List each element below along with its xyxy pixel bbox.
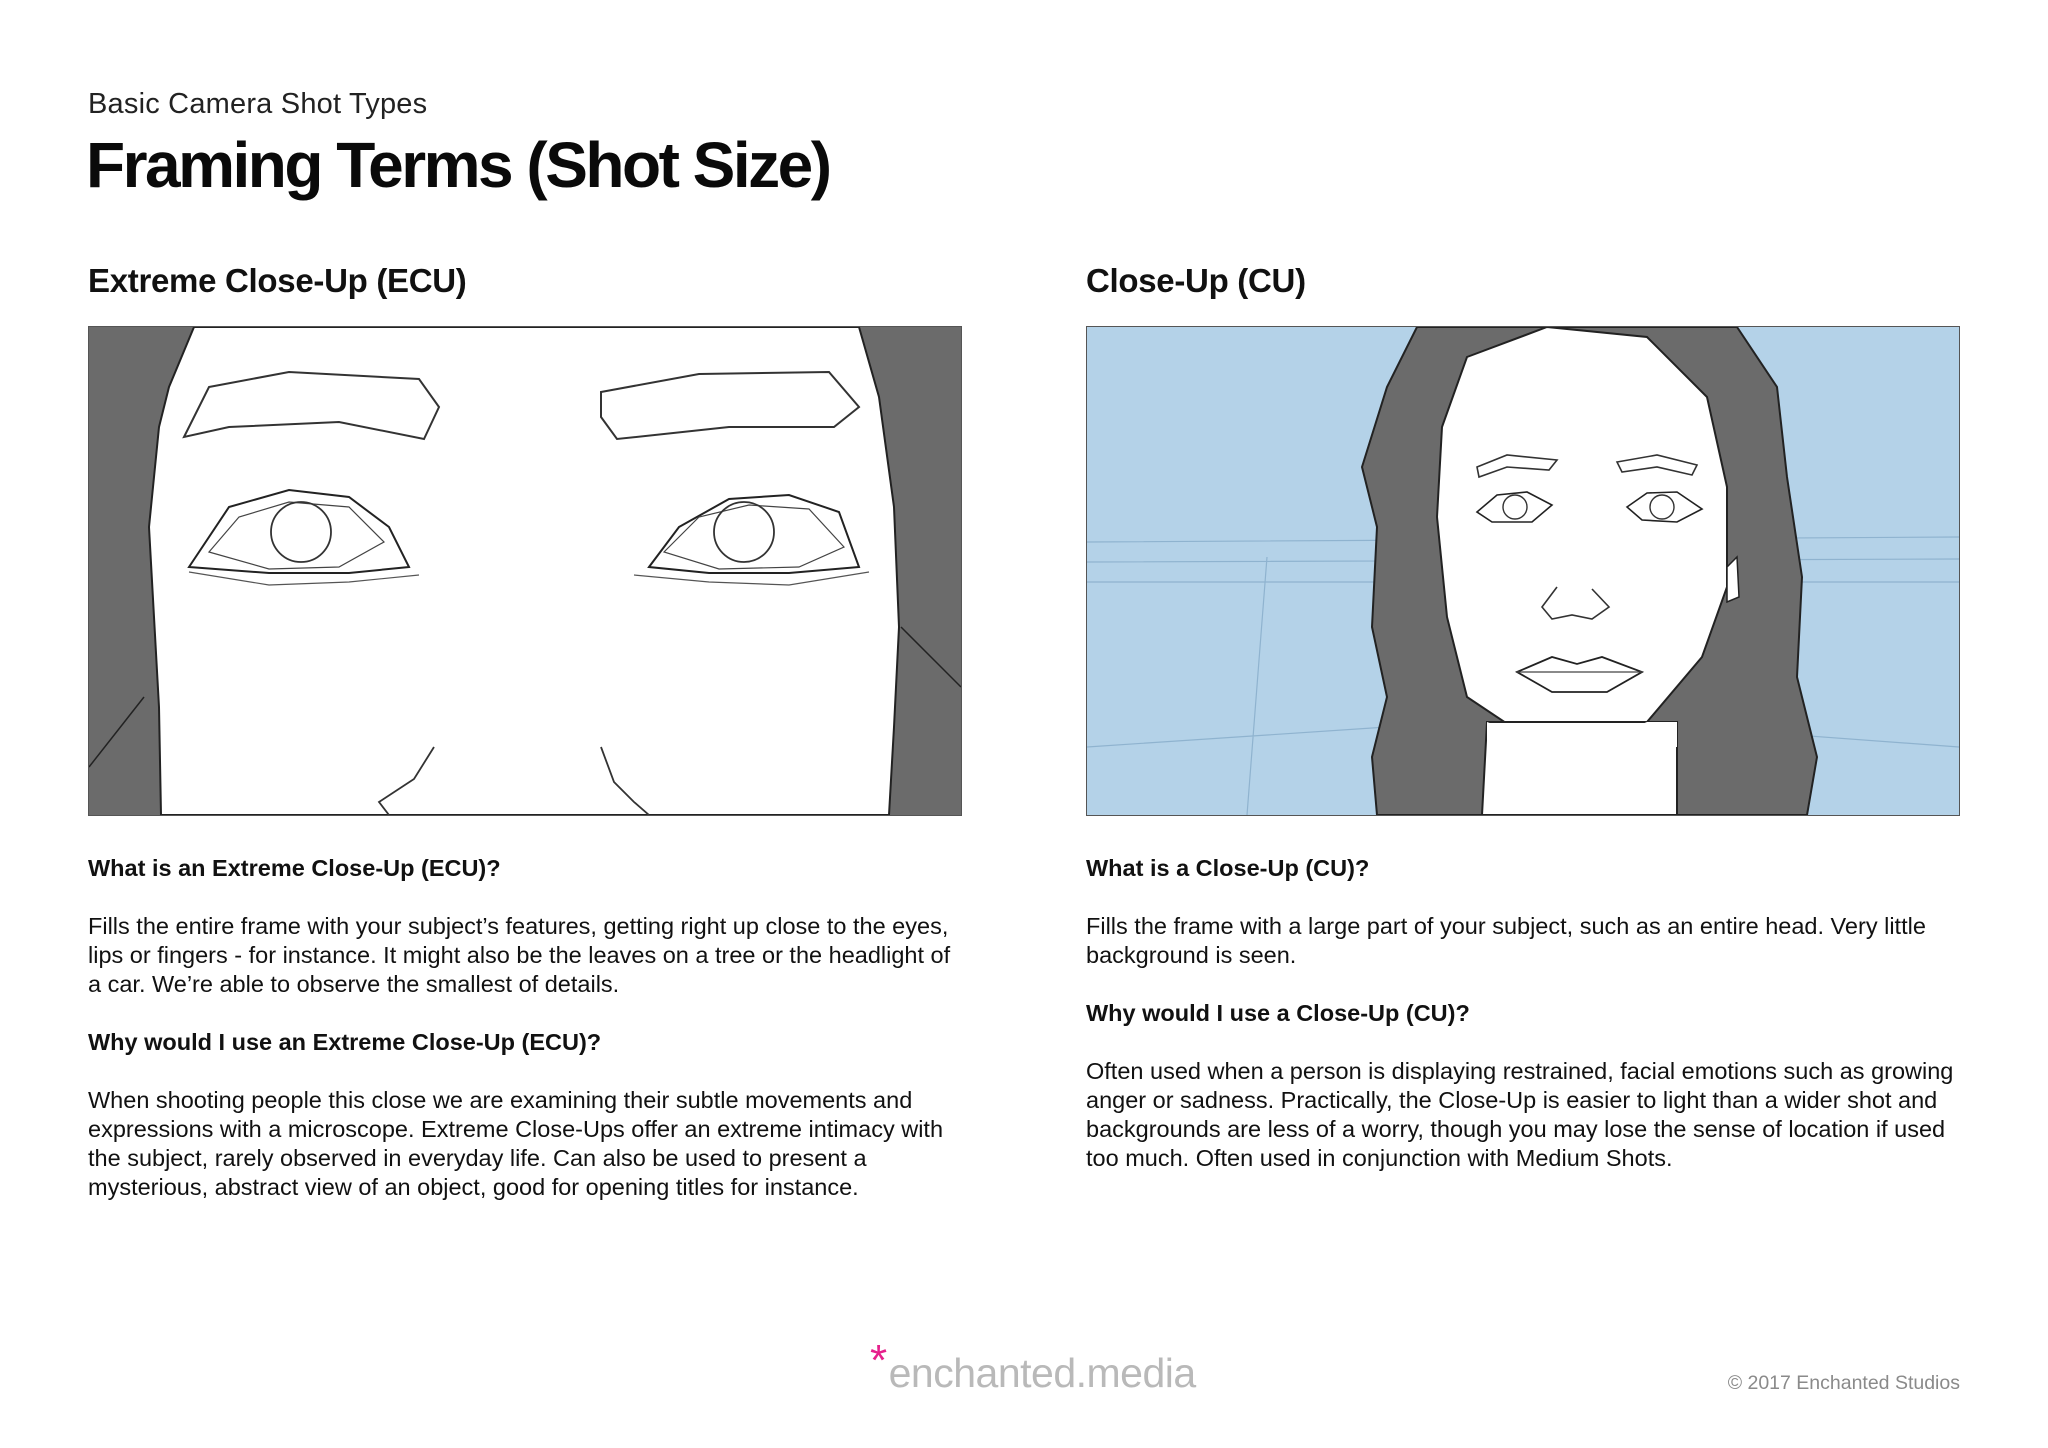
cu-question-why: Why would I use a Close-Up (CU)? (1086, 1000, 1470, 1026)
copyright-notice: © 2017 Enchanted Studios (1727, 1372, 1960, 1394)
cu-description (1086, 854, 1960, 1173)
ecu-answer-what: Fills the entire frame with your subject’s features, getting right up close to the eyes, lips or fingers - for instance. It might also be the leaves on a tree or the headlight of a car. We’re able to observe the smallest of details. (88, 913, 951, 997)
logo-star-icon: * (870, 1336, 887, 1385)
cu-question-what: What is a Close-Up (CU)? (1086, 855, 1370, 881)
cu-illustration (1086, 326, 1960, 816)
enchanted-media-logo (870, 1336, 1196, 1398)
cu-answer-what: Fills the frame with a large part of your subject, such as an entire head. Very little background is seen. (1086, 913, 1926, 968)
page-title: Framing Terms (Shot Size) (86, 129, 830, 201)
ecu-section (88, 262, 962, 1231)
cu-heading: Close-Up (CU) (1086, 262, 1306, 299)
ecu-question-what: What is an Extreme Close-Up (ECU)? (88, 855, 501, 881)
ecu-heading: Extreme Close-Up (ECU) (88, 262, 467, 299)
ecu-description (88, 854, 962, 1202)
ecu-answer-why: When shooting people this close we are examining their subtle movements and expressions with a microscope. Extreme Close-Ups offer an extreme intimacy with the subject, rarely observed in everyday life. Can also be used to present a mysterious, abstract view of an object, good for opening titles for instance. (88, 1087, 944, 1200)
ecu-illustration (88, 326, 962, 816)
page-supertitle: Basic Camera Shot Types (88, 88, 428, 120)
logo-text: enchanted.media (888, 1350, 1196, 1396)
cu-section (1086, 262, 1960, 1202)
ecu-question-why: Why would I use an Extreme Close-Up (ECU)? (88, 1029, 602, 1055)
ecu-sketch-image (89, 327, 961, 815)
cu-sketch-image (1087, 327, 1959, 815)
cu-answer-why: Often used when a person is displaying restrained, facial emotions such as growing anger or sadness. Practically, the Close-Up is easier to light than a wider shot and backgrounds are less of a worry, though you may lose the sense of location if used too much. Often used in conjunction with Medium Shots. (1086, 1058, 1954, 1171)
